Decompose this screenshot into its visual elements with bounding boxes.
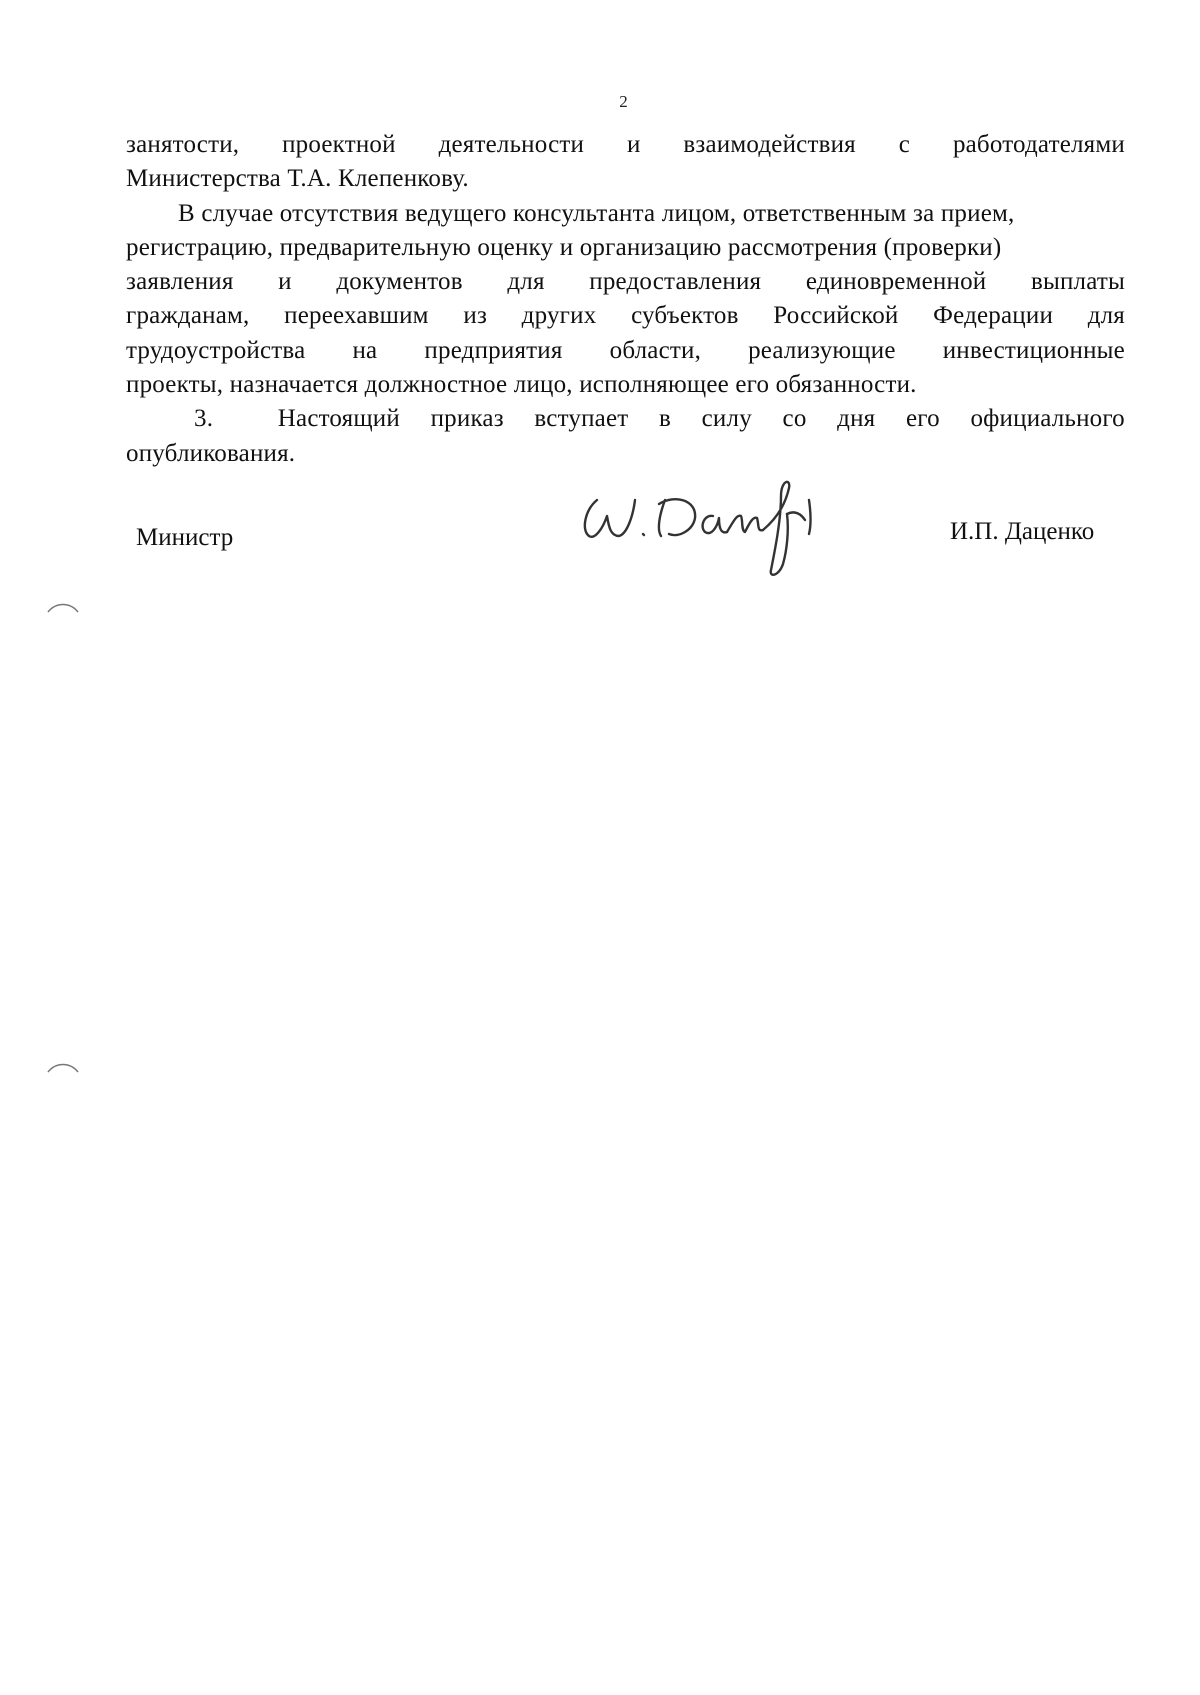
justified-line-3: заявления и документов для предоставления единовременной выплаты	[126, 268, 1125, 296]
text-line: регистрацию, предварительную оценку и организацию рассмотрения (проверки)	[126, 233, 1002, 261]
justified-line-4: гражданам, переехавшим из других субъектов Российской Федерации для	[126, 302, 1125, 330]
hole-punch-mark	[46, 1058, 80, 1080]
justified-line-item3: 3. Настоящий приказ вступает в силу со дня его официального	[126, 402, 1125, 436]
document-body	[126, 128, 1125, 471]
paragraph-continuation	[126, 128, 1125, 197]
justified-line-5: трудоустройства на предприятия области, реализующие инвестиционные	[126, 336, 1125, 364]
signatory-title: Министр	[136, 524, 234, 551]
page-number: 2	[619, 92, 628, 111]
text-line: опубликования.	[126, 439, 296, 467]
justified-line-1: занятости, проектной деятельности и взаимодействия с работодателями	[126, 131, 1125, 158]
signatory-name: И.П. Даценко	[950, 518, 1095, 545]
hole-punch-mark	[46, 598, 80, 620]
signature-block	[0, 470, 1200, 590]
text-line: проекты, назначается должностное лицо, исполняющее его обязанности.	[126, 371, 917, 399]
paragraph-absence	[126, 197, 1125, 403]
paragraph-item-3	[126, 402, 1125, 471]
text-line: В случае отсутствия ведущего консультанта лицом, ответственным за прием,	[178, 199, 1015, 227]
handwritten-signature	[575, 470, 835, 580]
item-number: 3.	[194, 405, 214, 433]
text-line: Министерства Т.А. Клепенкову.	[126, 165, 469, 193]
